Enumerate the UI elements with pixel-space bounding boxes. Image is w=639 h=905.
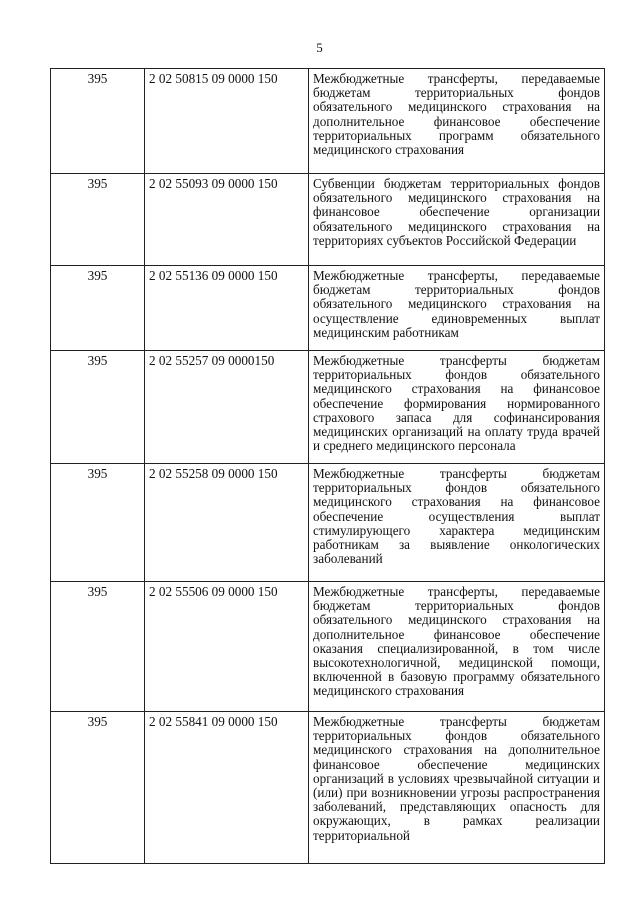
- table-row: [51, 69, 605, 174]
- admin-code-cell: 395: [51, 464, 145, 582]
- table-row: [51, 582, 605, 712]
- admin-code-cell: 395: [51, 582, 145, 712]
- income-name-cell: Межбюджетные трансферты, передаваемые бюджетам территориальных фондов обязательного медицинского страхования на дополнительное финансовое обеспечение оказания специализированной, в том числе высокотехнологичной, медицинской помощи, включенной в базовую программу обязательного медицинского страхования: [309, 582, 605, 712]
- budget-code-cell: 2 02 55257 09 0000150: [145, 351, 309, 464]
- admin-code-cell: 395: [51, 351, 145, 464]
- table-row: [51, 464, 605, 582]
- budget-code-cell: 2 02 55841 09 0000 150: [145, 712, 309, 864]
- budget-code-cell: 2 02 55093 09 0000 150: [145, 174, 309, 266]
- table-row: [51, 712, 605, 864]
- page-number: 5: [316, 40, 323, 55]
- income-name-cell: Межбюджетные трансферты, передаваемые бюджетам территориальных фондов обязательного медицинского страхования на осуществление единовременных выплат медицинским работникам: [309, 266, 605, 351]
- table-row: [51, 351, 605, 464]
- admin-code-cell: 395: [51, 712, 145, 864]
- budget-classification-table: [50, 68, 605, 863]
- income-name-cell: Субвенции бюджетам территориальных фондов обязательного медицинского страхования на финансовое обеспечение организации обязательного медицинского страхования на территориях субъектов Российской Федерации: [309, 174, 605, 266]
- budget-table: [50, 68, 605, 864]
- budget-code-cell: 2 02 55258 09 0000 150: [145, 464, 309, 582]
- table-row: [51, 266, 605, 351]
- budget-code-cell: 2 02 55136 09 0000 150: [145, 266, 309, 351]
- admin-code-cell: 395: [51, 174, 145, 266]
- budget-code-cell: 2 02 55506 09 0000 150: [145, 582, 309, 712]
- table-row: [51, 174, 605, 266]
- income-name-cell: Межбюджетные трансферты бюджетам территориальных фондов обязательного медицинского страхования на финансовое обеспечение осуществления выплат стимулирующего характера медицинским работникам за выявление онкологических заболеваний: [309, 464, 605, 582]
- income-name-cell: Межбюджетные трансферты бюджетам территориальных фондов обязательного медицинского страхования на дополнительное финансовое обеспечение медицинских организаций в условиях чрезвычайной ситуации и (или) при возникновении угрозы распространения заболеваний, представляющих опасность для окружающих, в рамках реализации территориальной: [309, 712, 605, 864]
- admin-code-cell: 395: [51, 266, 145, 351]
- income-name-cell: Межбюджетные трансферты бюджетам территориальных фондов обязательного медицинского страхования на финансовое обеспечение формирования нормированного страхового запаса для софинансирования медицинских организаций на оплату труда врачей и среднего медицинского персонала: [309, 351, 605, 464]
- income-name-cell: Межбюджетные трансферты, передаваемые бюджетам территориальных фондов обязательного медицинского страхования на дополнительное финансовое обеспечение территориальных программ обязательного медицинского страхования: [309, 69, 605, 174]
- admin-code-cell: 395: [51, 69, 145, 174]
- budget-code-cell: 2 02 50815 09 0000 150: [145, 69, 309, 174]
